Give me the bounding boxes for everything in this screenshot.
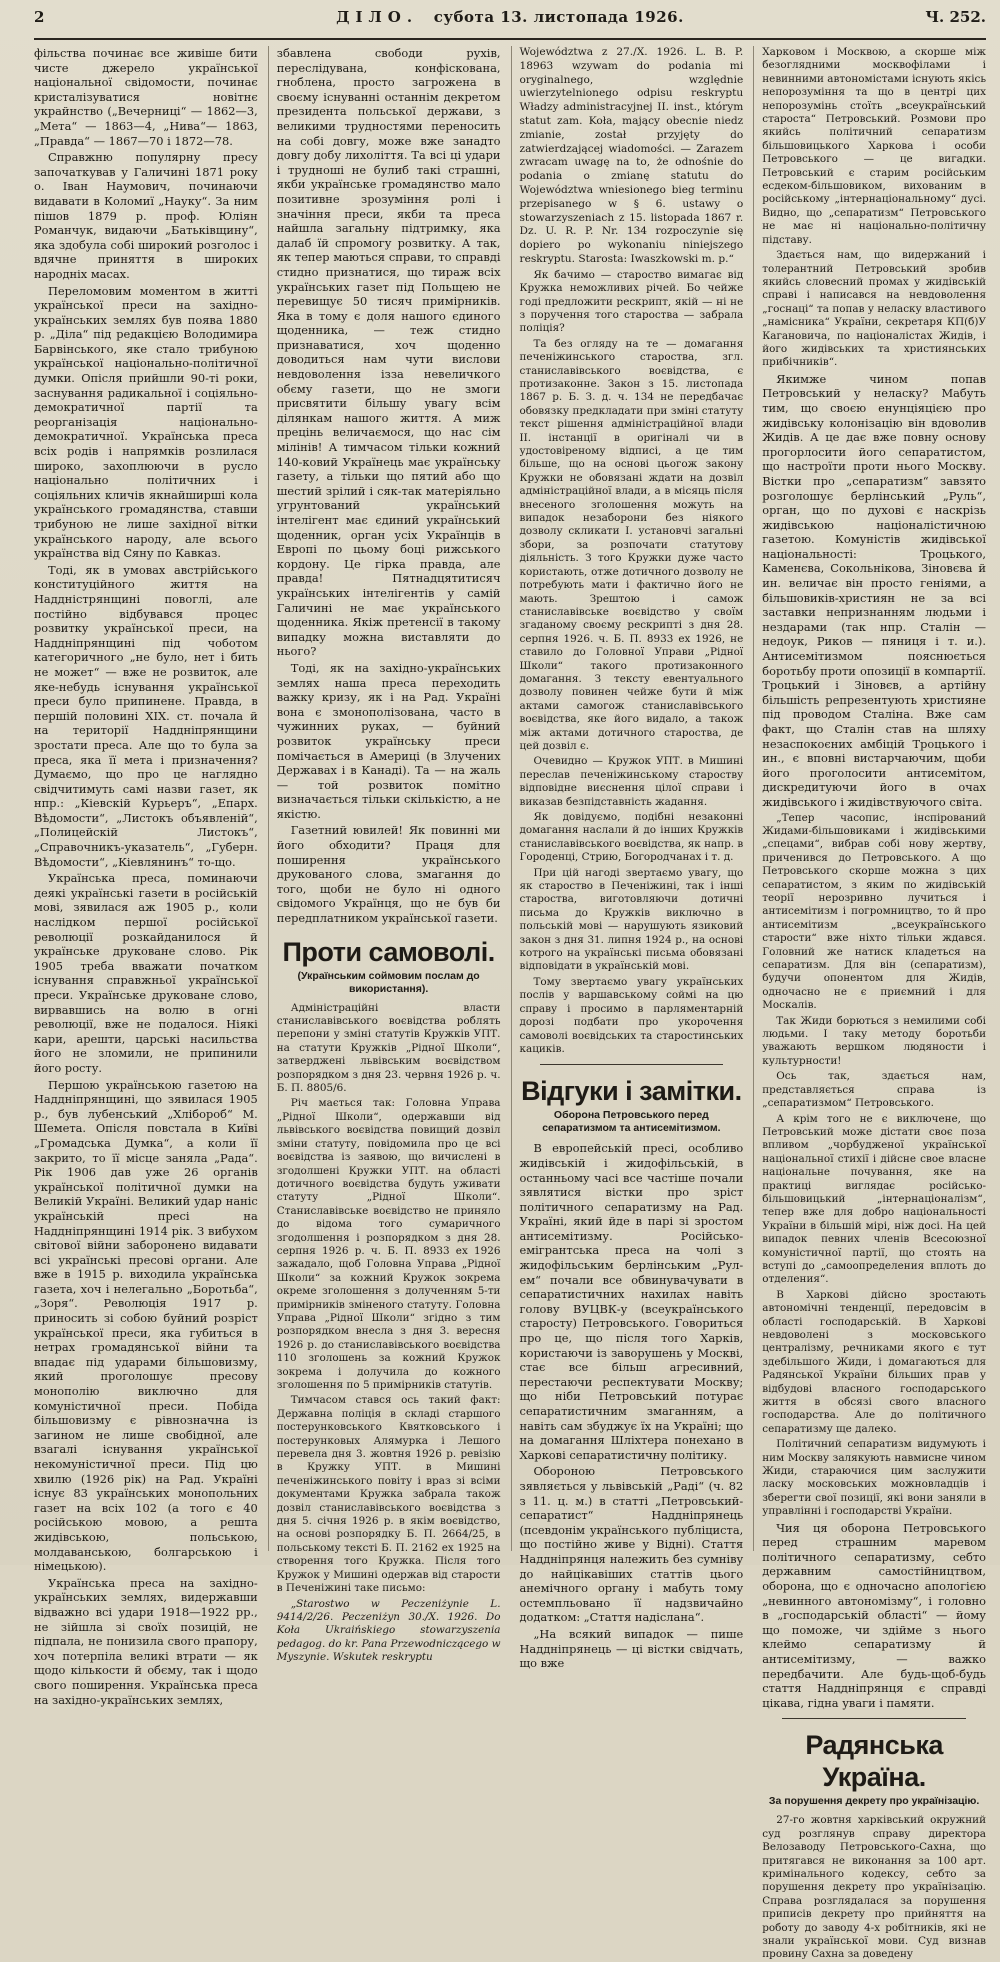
- quoted-letter: [520, 46, 744, 267]
- article-subheading: (Українським соймовим послам до використання).: [297, 969, 480, 995]
- paragraph: А крім того не є виключене, що Петровський може дістати своє поза впливом „чорбудженої української національної стихії і дійсне свое власне національне почування, яке на практиці виглядає російсько-більшовицький „інтернаціоналізм“, тепер вже для добро національності України в більшій мірі, ніж досі. На цей випадок певних членів Всесоюзної комуністичної партії, що стоять на вступі до „самоопределения вплоть до отделения“.: [762, 1112, 986, 1286]
- divider: [540, 1064, 724, 1065]
- page-header: [34, 8, 986, 40]
- column-2: [268, 46, 501, 1664]
- column-3: [511, 46, 744, 1671]
- page-number: 2: [34, 8, 45, 26]
- paragraph: Так Жиди борються з немилими собі людьми. І таку методу боротьби уважають вершком людяности і культурности!: [762, 1014, 986, 1067]
- paragraph: Першою українською газетою на Наддніпрянщині, що зявилася 1905 р., був лубенський „Хлібороб“ М. Шемета. Опісля повстала в Київі „Громадська Думка“, а коли її закрито, то її місце заняла „Рада“. Рік 1906 дав уже 26 органів української політичної думки на Великій Україні. Великий удар наніс українській пресі на Наддніпрянщині 1914 рік. З вибухом світової війни заборонено видавати всі українські пресові органи. Але вже в 1915 р. виходила українська газета, хоч і нелегально „Боротьба“, „Зоря“. Революція 1917 р. приносить зі собою буйний розріст української преси, яка губиться в нетрах громадянської війни та впадає під ударами більшовизму, який проголошує пресову монополію виключно для комуністичної преси. Побіда більшовизму є рівнозначна із загином не лише свобідної, але взагалі існування української некомуністичної преси. Під цю хвилю (1926 рік) на Рад. Україні існує 83 українських монопольних газет на всіх 102 (а тогo є 40 російською мовою, а решта жидівською, польською, молдаванською, болгарською і німецькою).: [34, 1077, 258, 1574]
- paragraph: Українська преса на західно-українських землях, видержавши відважно всі удари 1918—1922 рр., не зійшла зі своїх позицій, не підпала, не понизила свого прапору, хоч потерпіла великі втрати — як щодо кількости й обєму, так і щодо свого поширення. Українська преса на західно-українських землях,: [34, 1575, 258, 1707]
- article-subheading: Оборона Петровського перед сепаратизмом та антисемітизмом.: [542, 1109, 721, 1135]
- paragraph: Харковом і Москвою, а скорше між безоглядними москвофілами і невинними автономістами існують якісь непорозуміння та що в центрі цих непорозумінь стоїть „всеукраїнський староста“ Петровський. Розмови про якийсь політичний сепаратизм більшовицького Харкова і особи Петровського — це вигадки. Петровський є старим російським есдеком-більшовиком, вихованим в російському „інтернаціональному“ дусі. Видно, що „сепаратизм“ Петровського не має ні національно-політичну підставу.: [762, 46, 986, 246]
- paragraph: Адміністраційні власти станиславівського воєвідства роблять перепони у зміні статутів Кружків УПТ. на статути Кружків „Рідної Школи“, затверджені львівським воєвідством розпорядком з дня 23. червня 1926 р. ч. Б. П. 8805/6.: [276, 1001, 501, 1095]
- article-subheading: За порушення декрету про українізацію.: [768, 1795, 980, 1808]
- quoted-block: [762, 812, 986, 1519]
- paragraph: Справжню популярну пресу започаткував у Галичині 1871 року о. Іван Наумович, починаючи видавати в Коломиї „Науку“. За ним пішов 1879 р. проф. Юліян Романчук, видаючи „Батьківщину“, яка здобула собі широкий розголос і вдячне приняття в широких народніх масах.: [34, 150, 258, 281]
- column-4: [753, 46, 986, 1961]
- paragraph: Політичний сепаратизм видумують і ним Москву залякують навмисне чином Жиди, стараючися цим заслужити ласку московських можновладців і зберегти свої позиції, які вони заняли в управлінні і господарстві України.: [762, 1438, 986, 1518]
- paragraph: Якимже чином попав Петровський у неласку? Мабуть тим, що своєю енунціяцією про жидівську колонізацію він вдоволив Жидів. А це дає вже повну основу прогорлосити його сепаратистом, що настроїти проти нього Москву. Вістки про „сепаратизм“ завзято розголошує берлінський „Руль“, орган, що по духові є наскрізь жидівською націоналістичною газетою. Комуністів жидівської національності: Троцького, Каменєва, Сокольнікова, Зіновєва й ин. величає він просто геніями, а більшовиків-християн не за всі заставки непризнанням людьми і нездарами (так нпр. Сталін — недоук, Риков — пяниця і т. и.). Антисемітизмом пояснюється боротьбу проти опозиції в компартії. Троцький і Зіновєв, а артійну більшість репрезентують християне під проводом Сталіна. Вже сам факт, що Сталін став на шляху незаспокоєних амбіцій Троцького і ин., є вповні вистарчаючим, щоби його проголосити антисемітом, дискредитуючи його в очах жидівського і жидівствуючого світа.: [762, 371, 986, 809]
- article-heading: Проти самоволі.: [282, 936, 495, 967]
- paragraph: При цій нагоді звертаємо увагу, що як староство в Печеніжині, так і інші староства, виготовляючи дотичні письма до Кружків виключно в польській мові — нарушують язиковий закон з дня 31. липня 1924 р., на основі котрого на українські письма обовязані відповідати в українській мові.: [519, 866, 744, 973]
- divider: [782, 1718, 966, 1719]
- issue-date: субота 13. листопада 1926.: [433, 8, 684, 26]
- paragraph: Województwa z 27./X. 1926. L. B. P. 18963 wzywam do podania mi oryginalnego, względnie uwierzytelnionego odpisu reskryptu Władzy administracyjnej II. inst., którym statut zam. Koła, mający obecnie niedz zmianie, został przyjęty do zatwierdzającej wiadomości. — Zarazem zwracam uwagę na to, że odnośnie do podania o zmianę statutu do Województwa wniesionego bieg terminu przepisanego w § 6. ustawy o stowarzyszeniach z 15. listopada 1867 r. Dz. U. R. P. Nr. 134 rozpoczynie się dopiero po wykonaniu niniejszego reskryptu. Starosta: Iwaszkowski m. p.“: [519, 46, 744, 265]
- paragraph: Здається нам, що видержаний і толерантний Петровський зробив якийсь словесний промах у жидівській справі і написався на невдоволення „госнаці“ та попав у неласку властивого „намісника“ України, секретаря КП(б)У Кагановича, по націоналістах Жидів, і його жидівських та християнських прибічників“.: [762, 249, 986, 369]
- quoted-letter: „Starostwo w Peczeniżynie L. 9414/2/26. Peczeniżyn 30./X. 1926. Do Koła Ukraińskiego stowarzyszenia pedagog. do kr. Pana Przewodniczącego w Myszynie. Wskutek reskryptu: [276, 1597, 501, 1664]
- paragraph: „Тепер часопис, інспірований Жидами-більшовиками і жидівськими „спецами“, вибрав собі нову жертву, приченився до Петровського. А що Петровського скорше можна з цих сепаратистом, з яким по жидівській теорії нерозривно лучиться і антисемітизм і погромництво, то й про антисемітизм „всеукраїнського старости“ вже ніхто тільки ждався. Головний же натиск кладеться на сепаратизм. Для він (сепаратизм), будучи опонентом для Жидів, одночасно не є приємний і для Москалів.: [762, 811, 986, 1012]
- column-1: [34, 46, 258, 1707]
- article-heading: Відгуки і замітки.: [521, 1076, 742, 1107]
- paragraph: Обороною Петровського зявляється у львівській „Раді“ (ч. 82 з 11. ц. м.) в статті „Петровський-сепаратист“ Наддніпрянець (псевдонім українського публіциста, що постійно живе у Відні). Стаття Наддніпрянця належить без сумніву до найцікавіших статтів цього анемічного органу і мабуть тому остемпльовано її надзвичайно додатком: „Стаття надіслана“.: [519, 1464, 744, 1625]
- paragraph: Українська преса, поминаючи деякі українські газети в російській мові, зявилася аж 1905 р., коли наслідком першої російської революції розкайданилося й українське друковане слово. Рік 1905 треба вважати початком існування справжньої української преси. Українське друковане слово, вирвавшись на волю в огні революції, вже не подалося. Ніякі кари, арешти, царські насильства його не зломили, не припинили його росту.: [34, 871, 258, 1075]
- paragraph: Річ мається так: Головна Управа „Рідної Школи“, одержавши від львівського воєвідства повищий дозвіл зміни статуту, повідомила про це всі воєвідства із заявою, що вичислені в згодолшені Кружки УПТ. на області дотичного воєвідства будуть уживати статуту „Рідної Школи“. Станиславівське воєвідство не приняло до відома того сумаричного згодолшення і розпорядком з дня 28. серпня 1926 р. ч. Б. П. 8933 ex 1926 зажадало, щоб Головна Управа „Рідної Школи“ за кожний Кружок зокрема окреме зголошення з долученням 5-ти примірників зміненого статуту. Головна Управа „Рідної Школи“ згідно з тим розпорядком внесла з дня 3. вересня 1926 р. до станиславівського воєвідства 110 зголошень за кожний Кружок зокрема і долучила до кожного зголошення по 5 примірників статутів.: [276, 1097, 501, 1391]
- masthead-line: [114, 8, 906, 26]
- paragraph: В европейській пресі, особливо жидівській і жидофільській, в останньому часі все частіше почали зявлятися вістки про зріст політичного сепаратизму на Рад. Україні, який йде в парі зі зростом антисемітизму. Російсько-емігрантська преса на чолі з жидофільським берлінським „Рул-ем“ почали все обвинувачувати в сепаратистичних нахилах навіть голову ВУЦВК-у (всеукраїнського старосту) Петровського. Говориться про це, що після того Харків, користаючи із заворушень у Москві, стає все більш агресивний, перестаючи респектувати Москву; що ніби Петровський потурає сепаратистичним змаганням, а навіть сам збуджує їх на Україні; що на домагання Шліхтера понехано в Харкові сепаратистичну політику.: [519, 1141, 744, 1462]
- article-body: [762, 46, 986, 370]
- paragraph: 27-го жовтня харківський окружний суд розглянув справу директора Велозаводу Петровського-Сахна, що притягався не виконання за 100 арт. кримінального кодексу, себто за порушення декрету про українізацію. Справа розглядалася за порушення приписів декрету про прийняття на роботу до заводу 4-х робітників, які не знали української мови. Суд визнав провину Сахна за доведену: [762, 1814, 986, 1961]
- paragraph: Очевидно — Кружок УПТ. в Мишині переслав печеніжинському староству відповідне виєснення цілої справи і виказав безпідставність жадання.: [519, 755, 744, 808]
- paragraph: Ось так, здається нам, представляється справа із „сепаратизмом“ Петровського.: [762, 1070, 986, 1110]
- paragraph: „На всякий випадок — пише Наддніпрянець — ці вістки свідчать, що вже: [519, 1626, 744, 1671]
- article-heading: Радянська Україна.: [805, 1730, 943, 1793]
- paragraph: Тоді, як на західно-українських землях наша преса переходить важку кризу, як і на Рад. Україні вона є змонополізована, часто в чужинних руках, — буйний розвиток українську преси помічається в Америці (в Злучених Державах і в Канаді). Та — на жаль — той розвиток помітно визначається тільки скількістю, а не якістю.: [276, 660, 501, 821]
- paragraph: збавлена свободи рухів, переслідувана, конфіскована, гноблена, просто загрожена в своєму існуванні останнім декретом президента польської держави, з великими трудностями переносить на собі довгу, може вже занадто довгу добу лихоліття. Та всі ці удари і трудноші не булиб такі страшні, якби українське громадянство мало позитивне зрозуміння ролі і значіння преси, якби та преса найшла загальну підтримку, яка далаб їй спромогу розвитку. А так, як тепер маються справи, то справді стидно признатися, що тираж всіх українських газет під Польщею не перевищує 50 тисяч примірників. Яка в тому є доля нашого єдиного щоденника, — теж стидно признаватися, хоч щоденно доводиться нам чути вислови невдоволення ізза невеличкого обєму газети, що не змоги присвятити більшу увагу всім ділянкам нашого життя. А миж прецінь величаємося, що нас сім мілінів! А тимчасом тільки кожний 140-ковий Українець має українську газету, а тільки що пятий або що шестий зрілий і сяк-так матеріяльно угрунтований український інтелігент має єдиний український щоденник, орган усіх Українців в Европі по цьому боці рижського кордону. Це гірка правда, але правда! Пятнадцятитисяч українських інтелігентів у самій Галичині не має українського щоденника. Якіж претенсії в такому випадку можна виставляти до нього?: [276, 46, 501, 659]
- paragraph: Як довідуємо, подібні незаконні домагання наслали й до інших Кружків станиславівського воєвідства, як напр. в Городенці, Стрию, Богородчанах і т. д.: [519, 811, 744, 864]
- article-body: [277, 1002, 501, 1665]
- paragraph: Як бачимо — староство вимагає від Кружка неможливих річей. Бо чейже годі предложити рескрипт, якій — ні не з поручення того староства — забрала поліція?: [519, 268, 744, 335]
- issue-number: Ч. 252.: [925, 8, 986, 26]
- paragraph: Чия ця оборона Петровського перед страшним маревом політичного сепаратизму, себто державним самостійництвом, оборона, що є одночасно апологією „невинного автономізму“, і головно в „господарській області“ — йому що поможе, чи здійме з нього клеймо сепаратизму й антисемітизму, — важко передбачити. Але будь-щоб-будь стаття Наддніпрянця є справді цікава, гідна уваги і памяти.: [762, 1520, 986, 1710]
- masthead-title: ДІЛО.: [336, 8, 419, 26]
- paragraph: Тимчасом стався ось такий факт: Державна поліція в складі старшого постерунковського Квятковського і постерунковых Алямурка і Лешого перевела дня 3. жовтня 1926 р. ревізію в Кружку УПТ. в Мишині печеніжинського повіту і враз зі всіми документами Кружка забрала також дозвіл станиславівського воєвідства з дня 5. січня 1926 р. в якім воєвідство, на основі розпорядку Б. П. 2664/25, в польському тексті Б. П. 2162 ex 1925 на створення того Кружка. Після того Кружок у Мишині одержав від старости в Печеніжині таке письмо:: [276, 1394, 501, 1595]
- paragraph: фільства починає все живіше бити чисте джерело української національної свідомости, починає кристалізуватися новітнє украйнство („Вечерниці“ — 1862—3, „Мета“ — 1863—4, „Нива“— 1863, „Правда“ — 1867—70 і 1872—78.: [34, 46, 258, 148]
- article-body: [520, 269, 744, 1057]
- paragraph: Тоді, як в умовах австрійського конституційного життя на Наддністрянщині повоглі, але постійно відбувався процес розвитку української преси, на Наддніпрянщині під чоботом категоричного „не було, нет і бить не может“ — вже не розвиток, але яке-небудь існування української преси було припинене. Правда, в першій половині XIX. ст. почала й на території Наддніпрянщини зростати преса. Але що то була за преса, яка її мета і призначення? Думаємо, що про це наглядно свідчитимуть самі назви газет, як нпр.: „Кіевскій Курьеръ“, „Епарх. Вѣдомости“, „Листокъ объявленій“, „Полицейскій Листокъ“, „Справочникъ-указатель“, „Губерн. Вѣдомости“, „Кіевлянинъ“ то-що.: [34, 562, 258, 869]
- paragraph: В Харкові дійсно зростають автономічні тенденції, передовсім в області господарській. В Харкові невдоволені з московського централізму, речниками якого є тут здебільшого Жиди, і домагаються для Радянської України більших прав у відбудові власного господарського життя в обсязі свого власного господарства. Але до політичного сепаратизму ще далеко.: [762, 1288, 986, 1435]
- paragraph: Тому звертаємо увагу українських послів у варшавському соймі на цю справу і просимо в парляментарній дорозі подбати про укорочення самоволі воєвідських та старостинських кациків.: [519, 975, 744, 1055]
- paragraph: Переломовим моментом в житті української преси на західно-українських землях був поява 1880 р. „Діла“ під редакцією Володимира Барвінського, яке стало трибуною української національно-політичної думки. Опісля прийшли 90-ті роки, заснування радикальної і соціяльно-демократичної партії та реорганізація національно-демократичної. Українська преса всіх родів і напрямків розлилася широко, захоплюючи в русло національно політичних і соціяльних кличів якнайширші кола українського громадянства, ставши трибуною не лише західної вітки українського народу, але всього українства від Сяну по Кавказ.: [34, 283, 258, 561]
- paragraph: Газетний ювилей! Як повинні ми його обходити? Праця для поширення українського друкованого слова, змагання до того, щоби не було ні одного свідомого Українця, що не був би передплатником української газети.: [276, 823, 501, 926]
- paragraph: Та без огляду на те — домагання печеніжинського староства, згл. станиславівського воєвідства, є протизаконне. Закон з 15. листопада 1867 р. Б. З. д. ч. 134 не передбачає обовязку предкладати при зміні статуту текст рішення адміністраційної влади II. інстанції в оригіналі чи в удостовіреному відписі, а це тим більше, що на основі цьогож закону Кружки не обовязані ждати на дозвіл адміністраційної влади, а в місяць після внесеного зголошення можуть на випадок незаборони без ніякого дозволу скликати І. установчі загальні збори, за розпочати статутову діяльність. З того Кружки дуже часто користають, отже дотичного дозволу не потребують мати і фактично його не мають. Зрештою і самож станиславівське воєвідство у своїм згаданому своєму рескрипті з дня 28. серпня 1926. ч. Б. П. 8933 ex 1926, не ставило до Головної Управи „Рідної Школи“ такого протизаконного домагання. З тексту евентуального дозволу повинен чейже бути й між актами самогож станиславівського воєвідства, яке його видало, а також між актами дотичного староства, де цей дозвіл є.: [519, 337, 744, 752]
- columns: [34, 46, 986, 1961]
